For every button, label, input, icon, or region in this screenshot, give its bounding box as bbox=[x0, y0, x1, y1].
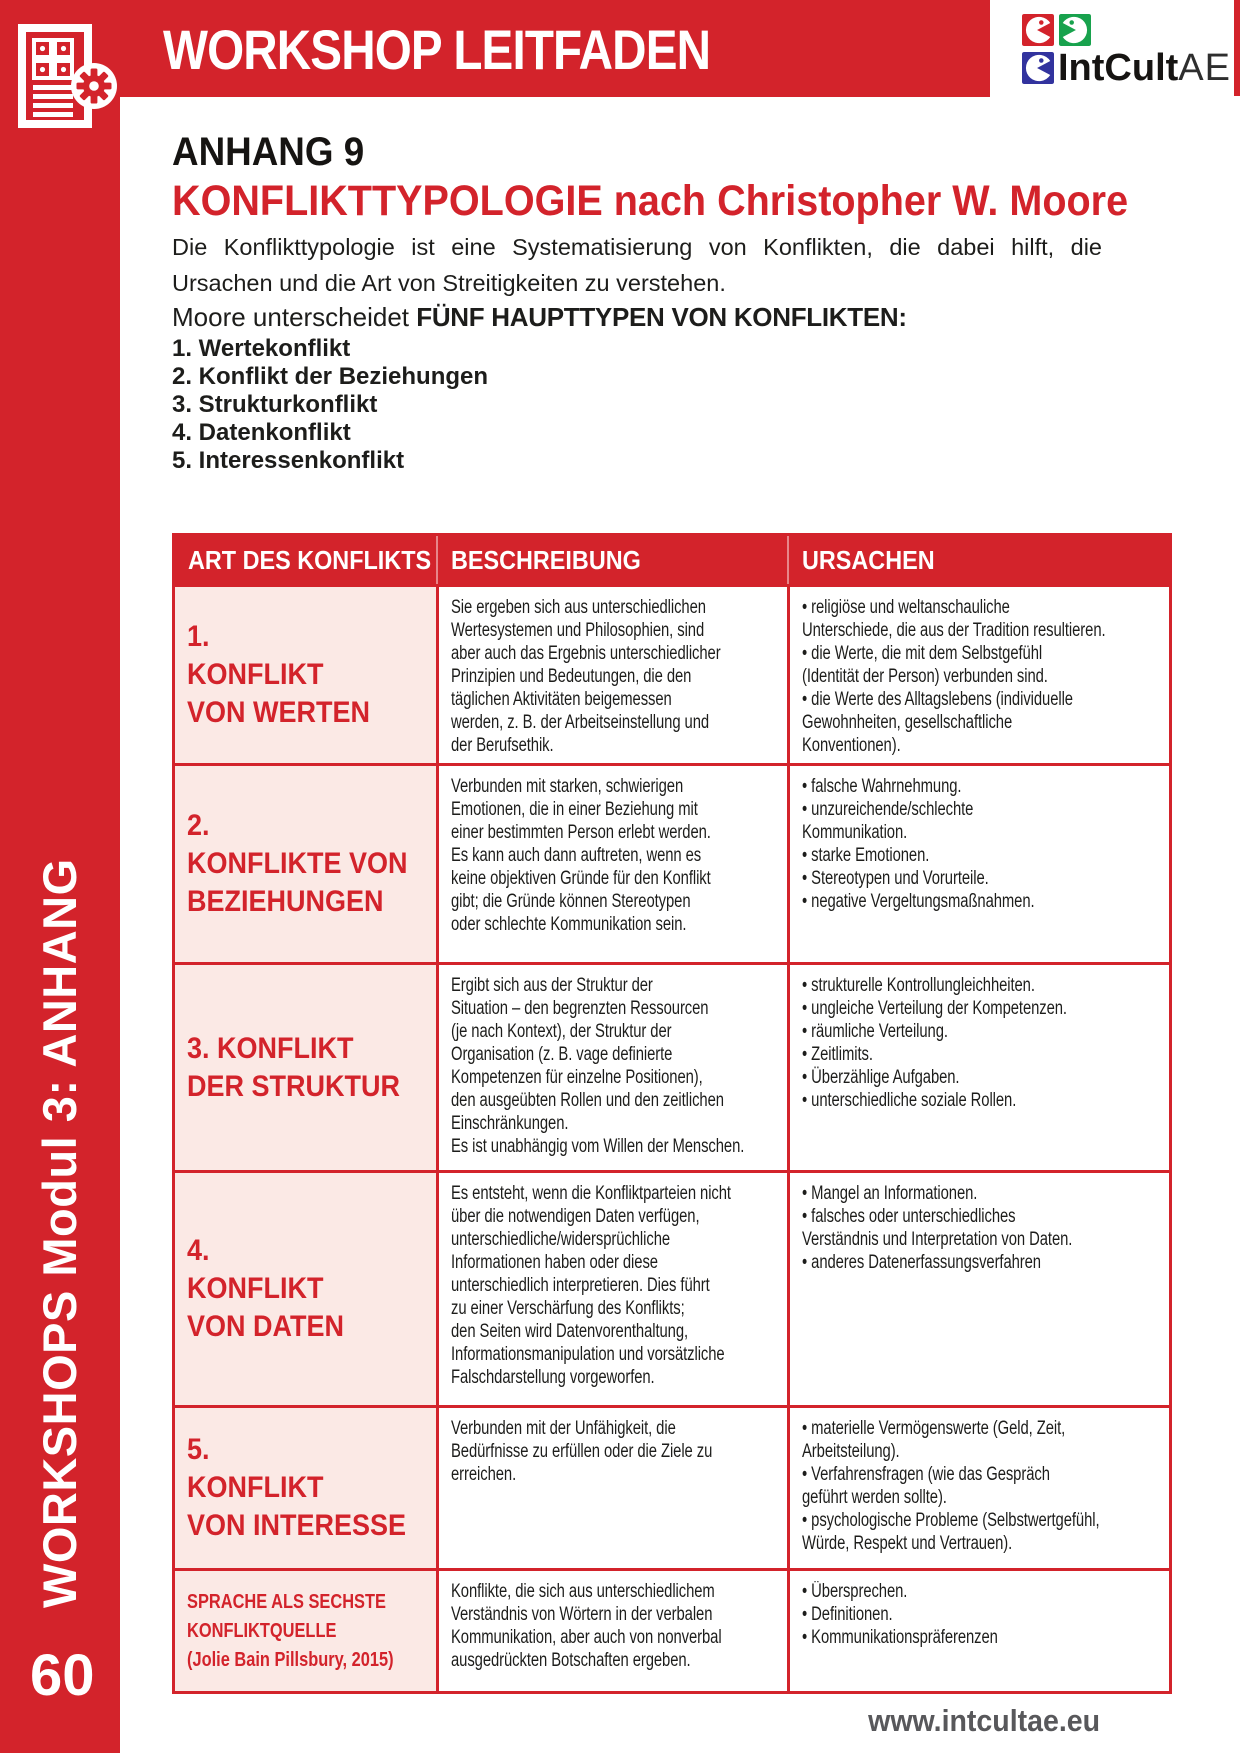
cell-line: Einschränkungen. bbox=[451, 1113, 569, 1134]
cell-line: (je nach Kontext), der Struktur der bbox=[451, 1021, 672, 1042]
cell-line: Bedürfnisse zu erfüllen oder die Ziele zu bbox=[451, 1441, 713, 1462]
cell-line: Situation – den begrenzten Ressourcen bbox=[451, 998, 709, 1019]
cell-line: • räumliche Verteilung. bbox=[802, 1021, 948, 1042]
cell-line: • die Werte des Alltagslebens (individuelle bbox=[802, 689, 1073, 710]
type-cell bbox=[175, 1408, 436, 1568]
cell-line: zu einer Verschärfung des Konflikts; bbox=[451, 1298, 685, 1319]
cell-line: • Überzählige Aufgaben. bbox=[802, 1067, 960, 1088]
cell-line: • negative Vergeltungsmaßnahmen. bbox=[802, 891, 1035, 912]
cell-line: Falschdarstellung vorgeworfen. bbox=[451, 1367, 655, 1388]
cell-line: • starke Emotionen. bbox=[802, 845, 930, 866]
cell-line: • Kommunikationspräferenzen bbox=[802, 1627, 998, 1648]
col-header-beschreibung: BESCHREIBUNG bbox=[436, 536, 787, 584]
causes-cell bbox=[787, 587, 1169, 763]
cell-line: Wertesystemen und Philosophien, sind bbox=[451, 620, 705, 641]
cell-line: 1. bbox=[187, 620, 210, 653]
cell-line: • Verfahrensfragen (wie das Gespräch bbox=[802, 1464, 1050, 1485]
type-cell bbox=[175, 1571, 436, 1691]
cell-line: • religiöse und weltanschauliche bbox=[802, 597, 1010, 618]
conflict-type-list bbox=[172, 335, 488, 475]
list-item: 2. Konflikt der Beziehungen bbox=[172, 363, 489, 390]
cell-line: • Mangel an Informationen. bbox=[802, 1183, 978, 1204]
causes-cell bbox=[787, 1571, 1169, 1691]
cell-line: oder schlechte Kommunikation sein. bbox=[451, 914, 687, 935]
intro-line: Ursachen und die Art von Streitigkeiten zu verstehen. bbox=[172, 270, 726, 296]
cell-line: Informationsmanipulation und vorsätzliche bbox=[451, 1344, 725, 1365]
cell-line: Es entsteht, wenn die Konfliktparteien nicht bbox=[451, 1183, 731, 1204]
cell-line: • falsches oder unterschiedliches bbox=[802, 1206, 1016, 1227]
website-url: www.intcultae.eu bbox=[868, 1703, 1100, 1738]
cell-line: geführt werden sollte). bbox=[802, 1487, 947, 1508]
cell-line: • strukturelle Kontrollungleichheiten. bbox=[802, 975, 1035, 996]
cell-line: täglichen Aktivitäten beigemessen bbox=[451, 689, 672, 710]
description-cell bbox=[436, 766, 787, 962]
cell-line: SPRACHE ALS SECHSTE bbox=[187, 1590, 386, 1613]
description-cell bbox=[436, 587, 787, 763]
cell-line: Ergibt sich aus der Struktur der bbox=[451, 975, 653, 996]
cell-line: • unterschiedliche soziale Rollen. bbox=[802, 1090, 1017, 1111]
cell-line: unterschiedlich interpretieren. Dies führt bbox=[451, 1275, 710, 1296]
cell-line: KONFLIKT bbox=[187, 1471, 324, 1504]
type-cell bbox=[175, 766, 436, 962]
cell-line: (Identität der Person) verbunden sind. bbox=[802, 666, 1048, 687]
list-item: 3. Strukturkonflikt bbox=[172, 391, 378, 418]
cell-line: • psychologische Probleme (Selbstwertgefühl, bbox=[802, 1510, 1100, 1531]
cell-line: VON INTERESSE bbox=[187, 1509, 407, 1542]
document-title: KONFLIKTTYPOLOGIE nach Christopher W. Moore bbox=[172, 177, 1129, 225]
cell-line: ausgedrückten Botschaften ergeben. bbox=[451, 1650, 691, 1671]
cell-line: 4. bbox=[187, 1234, 210, 1267]
cell-line: Prinzipien und Bedeutungen, die den bbox=[451, 666, 692, 687]
description-cell bbox=[436, 965, 787, 1170]
causes-cell bbox=[787, 1408, 1169, 1568]
cell-line: Sie ergeben sich aus unterschiedlichen bbox=[451, 597, 706, 618]
cell-line: gibt; die Gründe können Stereotypen bbox=[451, 891, 691, 912]
cell-line: 2. bbox=[187, 809, 210, 842]
cell-line: Informationen haben oder diese bbox=[451, 1252, 658, 1273]
workshop-document-gear-icon bbox=[14, 22, 124, 136]
cell-line: Es ist unabhängig vom Willen der Menschen. bbox=[451, 1136, 745, 1157]
cell-line: Gewohnheiten, gesellschaftliche bbox=[802, 712, 1013, 733]
brand-wordmark: IntCultAE bbox=[1058, 47, 1231, 89]
lead-bold: FÜNF HAUPTTYPEN VON KONFLIKTEN: bbox=[416, 302, 907, 332]
cell-line: BEZIEHUNGEN bbox=[187, 885, 384, 918]
cell-line: Kommunikation, aber auch von nonverbal bbox=[451, 1627, 722, 1648]
cell-line: Es kann auch dann auftreten, wenn es bbox=[451, 845, 702, 866]
list-item: 5. Interessenkonflikt bbox=[172, 447, 405, 474]
cell-line: 5. bbox=[187, 1433, 210, 1466]
cell-line: Konflikte, die sich aus unterschiedlichem bbox=[451, 1581, 715, 1602]
cell-line: den ausgeübten Rollen und den zeitlichen bbox=[451, 1090, 724, 1111]
cell-line: Unterschiede, die aus der Tradition resultieren. bbox=[802, 620, 1106, 641]
cell-line: keine objektiven Gründe für den Konflikt bbox=[451, 868, 711, 889]
cell-line: KONFLIKT bbox=[187, 1272, 324, 1305]
cell-line: KONFLIKT bbox=[187, 658, 324, 691]
type-cell bbox=[175, 965, 436, 1170]
cell-line: über die notwendigen Daten verfügen, bbox=[451, 1206, 700, 1227]
cell-line: • Definitionen. bbox=[802, 1604, 893, 1625]
appendix-heading: ANHANG 9 bbox=[172, 130, 365, 174]
cell-line: Konventionen). bbox=[802, 735, 901, 756]
cell-line: VON DATEN bbox=[187, 1310, 345, 1343]
cell-line: Arbeitsteilung). bbox=[802, 1441, 900, 1462]
cell-line: Verständnis und Interpretation von Daten. bbox=[802, 1229, 1073, 1250]
intro-paragraph bbox=[172, 229, 1102, 301]
cell-line: aber auch das Ergebnis unterschiedlicher bbox=[451, 643, 721, 664]
cell-line: Verständnis von Wörtern in der verbalen bbox=[451, 1604, 713, 1625]
cell-line: • falsche Wahrnehmung. bbox=[802, 776, 962, 797]
type-cell bbox=[175, 1173, 436, 1405]
cell-line: • die Werte, die mit dem Selbstgefühl bbox=[802, 643, 1043, 664]
cell-line: werden, z. B. der Arbeitseinstellung und bbox=[451, 712, 710, 733]
cell-line: Verbunden mit starken, schwierigen bbox=[451, 776, 684, 797]
col-header-art: ART DES KONFLIKTS bbox=[188, 544, 432, 575]
causes-cell bbox=[787, 965, 1169, 1170]
sidebar-module-label: WORKSHOPS Modul 3: ANHANG bbox=[33, 858, 86, 1608]
table-row bbox=[175, 1568, 1169, 1691]
causes-cell bbox=[787, 766, 1169, 962]
table-body bbox=[175, 584, 1169, 1691]
table-row bbox=[175, 1405, 1169, 1568]
cell-line: Würde, Respekt und Vertrauen). bbox=[802, 1533, 1013, 1554]
col-header-ursachen: URSACHEN bbox=[787, 536, 1169, 584]
cell-line: Emotionen, die in einer Beziehung mit bbox=[451, 799, 698, 820]
cell-line: erreichen. bbox=[451, 1464, 517, 1485]
cell-line: KONFLIKTQUELLE bbox=[187, 1619, 337, 1642]
page-edge-strip bbox=[1234, 0, 1240, 96]
cell-line: Kommunikation. bbox=[802, 822, 908, 843]
cell-line: den Seiten wird Datenvorenthaltung, bbox=[451, 1321, 689, 1342]
cell-line: Kompetenzen für einzelne Positionen), bbox=[451, 1067, 703, 1088]
cell-line: • Zeitlimits. bbox=[802, 1044, 873, 1065]
cell-line: 3. KONFLIKT bbox=[187, 1031, 354, 1065]
cell-line: der Berufsethik. bbox=[451, 735, 554, 756]
cell-line: • ungleiche Verteilung der Kompetenzen. bbox=[802, 998, 1067, 1019]
description-cell bbox=[436, 1571, 787, 1691]
table-row bbox=[175, 763, 1169, 962]
description-cell bbox=[436, 1408, 787, 1568]
cell-line: (Jolie Bain Pillsbury, 2015) bbox=[187, 1648, 394, 1671]
table-row bbox=[175, 962, 1169, 1170]
main-content bbox=[172, 0, 1172, 1753]
cell-line: einer bestimmten Person erlebt werden. bbox=[451, 822, 711, 843]
type-cell bbox=[175, 587, 436, 763]
cell-line: KONFLIKTE VON bbox=[187, 847, 408, 880]
cell-line: unterschiedliche/widersprüchliche bbox=[451, 1229, 671, 1250]
page-title-banner: WORKSHOP LEITFADEN bbox=[163, 18, 711, 81]
cell-line: Verbunden mit der Unfähigkeit, die bbox=[451, 1418, 676, 1439]
cell-line: • materielle Vermögenswerte (Geld, Zeit, bbox=[802, 1418, 1066, 1439]
cell-line: Organisation (z. B. vage definierte bbox=[451, 1044, 673, 1065]
table-row bbox=[175, 1170, 1169, 1405]
list-item: 1. Wertekonflikt bbox=[172, 335, 351, 362]
cell-line: • unzureichende/schlechte bbox=[802, 799, 974, 820]
list-item: 4. Datenkonflikt bbox=[172, 419, 351, 446]
description-cell bbox=[436, 1173, 787, 1405]
table-header-row bbox=[175, 536, 1169, 584]
konflikt-table bbox=[172, 533, 1172, 1694]
table-row bbox=[175, 584, 1169, 763]
cell-line: DER STRUKTUR bbox=[187, 1069, 401, 1103]
intro-line: Die Konflikttypologie ist eine Systematisierung von Konflikten, die dabei hilft, die bbox=[172, 234, 1102, 260]
cell-line: • anderes Datenerfassungsverfahren bbox=[802, 1252, 1041, 1273]
page-number: 60 bbox=[30, 1643, 95, 1708]
cell-line: • Stereotypen und Vorurteile. bbox=[802, 868, 989, 889]
causes-cell bbox=[787, 1173, 1169, 1405]
cell-line: VON WERTEN bbox=[187, 696, 371, 729]
cell-line: • Übersprechen. bbox=[802, 1581, 908, 1602]
lead-sentence: Moore unterscheidet FÜNF HAUPTTYPEN VON KONFLIKTEN: bbox=[172, 302, 907, 332]
